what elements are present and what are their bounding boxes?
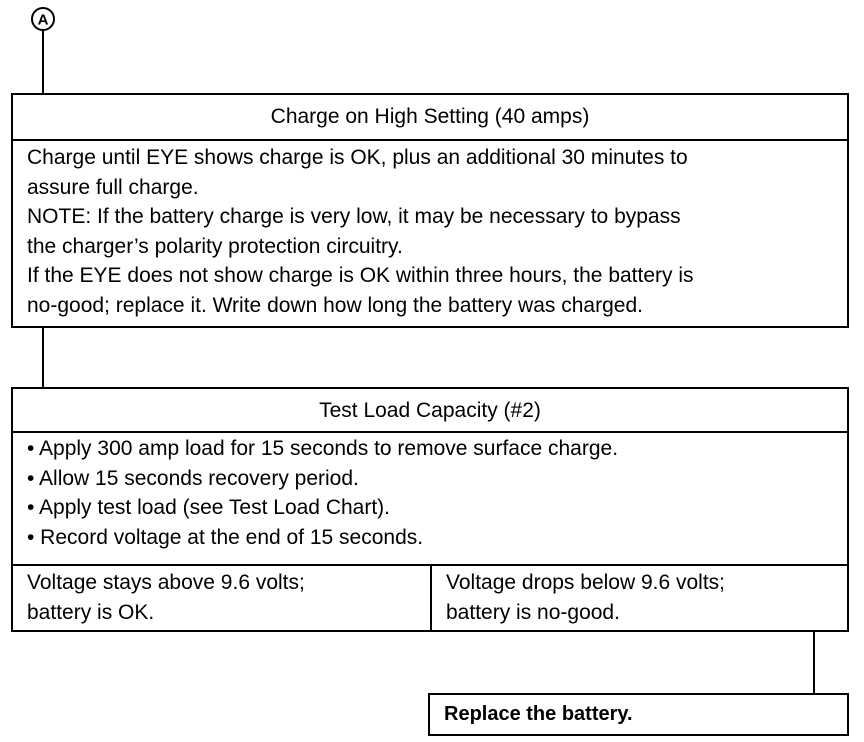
replace-battery-label: Replace the battery. <box>444 703 633 725</box>
result-no-good-line: battery is no-good. <box>446 600 620 624</box>
test-load-box <box>11 387 849 632</box>
replace-battery-box <box>428 693 849 736</box>
result-no-good-line: Voltage drops below 9.6 volts; <box>446 571 726 594</box>
charge-box <box>11 93 849 328</box>
result-no-good <box>432 568 847 627</box>
test-load-bullet: • Allow 15 seconds recovery period. <box>27 466 359 490</box>
charge-line: Charge until EYE shows charge is OK, plus an additional 30 minutes to <box>27 146 688 169</box>
test-load-bullet: • Record voltage at the end of 15 seconds. <box>27 525 424 549</box>
charge-line: no-good; replace it. Write down how long the battery was charged. <box>27 293 643 317</box>
test-load-divider <box>13 431 847 433</box>
charge-line: If the EYE does not show charge is OK within three hours, the battery is <box>27 264 694 287</box>
test-load-bullet: • Apply test load (see Test Load Chart). <box>27 496 390 519</box>
charge-line: assure full charge. <box>27 175 199 199</box>
connector-line-middle <box>42 328 44 388</box>
charge-line: NOTE: If the battery charge is very low, it may be necessary to bypass <box>27 205 681 228</box>
result-ok <box>13 568 430 627</box>
test-load-title: Test Load Capacity (#2) <box>319 399 541 422</box>
charge-box-divider <box>13 139 847 141</box>
charge-box-body <box>13 143 847 320</box>
connector-a-label: A <box>37 11 49 29</box>
result-ok-line: battery is OK. <box>27 600 155 624</box>
connector-line-bottom <box>813 632 815 694</box>
test-load-bullet: • Apply 300 amp load for 15 seconds to remove surface charge. <box>27 437 619 460</box>
charge-box-title: Charge on High Setting (40 amps) <box>270 105 590 128</box>
result-ok-line: Voltage stays above 9.6 volts; <box>27 571 305 594</box>
charge-line: the charger’s polarity protection circuitry. <box>27 234 403 258</box>
connector-line-top <box>42 30 44 94</box>
test-load-bullets <box>13 434 847 552</box>
